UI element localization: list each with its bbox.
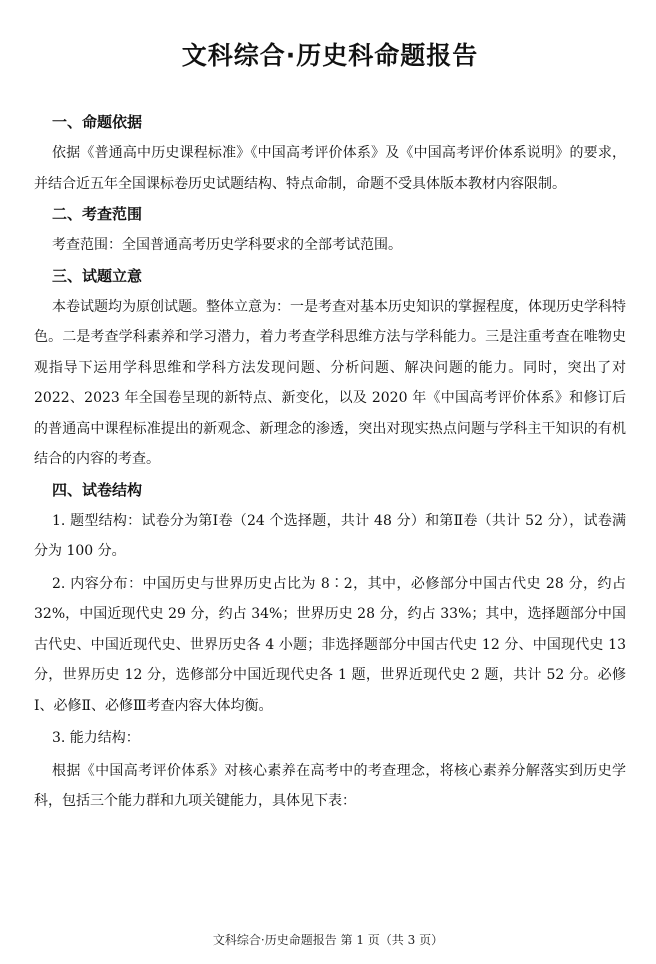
paragraph: 依据《普通高中历史课程标准》《中国高考评价体系》及《中国高考评价体系说明》的要求，并结合近五年全国课标卷历史试题结构、特点命制，命题不受具体版本教材内容限制。 <box>34 145 626 192</box>
section-heading: 三、试题立意 <box>52 266 143 285</box>
paragraph: 根据《中国高考评价体系》对核心素养在高考中的考查理念，将核心素养分解落实到历史学科，包括三个能力群和九项关键能力，具体见下表： <box>34 762 626 809</box>
paragraph: 3. 能力结构： <box>52 730 140 746</box>
paragraph: 考查范围：全国普通高考历史学科要求的全部考试范围。 <box>52 237 402 253</box>
page-title: 文科综合·历史科命题报告 <box>181 41 479 70</box>
section-heading: 二、考查范围 <box>52 205 143 223</box>
paragraph: 本卷试题均为原创试题。整体立意为：一是考查对基本历史知识的掌握程度，体现历史学科特色。二是考查学科素养和学习潜力，着力考查学科思维方法与学科能力。三是注重考查在唯物史观指导下运用学科思维和学科方法发现问题、分析问题、解决问题的能力。同时，突出了对 2022、2023 年全国卷呈现的新特点、新变化，以及 2020 年《中国高考评价体系》和修订后的普通高中课程标准提出的新观念、新理念的渗透，突出对现实热点问题与学科主干知识的有机结合的内容的考查。 <box>34 298 626 467</box>
section-heading: 四、试卷结构 <box>52 480 143 499</box>
document-body <box>34 109 626 817</box>
section-heading: 一、命题依据 <box>52 113 143 131</box>
paragraph: 2. 内容分布：中国历史与世界历史占比为 8∶2，其中，必修部分中国古代史 28 分，约占 32%，中国近现代史 29 分，约占 34%；世界历史 28 分，约占 33%；其中，选择题部分中国古代史、中国近现代史、世界历史各 4 小题；非选择题部分中国古代史 12 分、中国现代史 13 分，世界历史 12 分，选修部分中国近现代史各 1 题，世界近现代史 2 题，共计 52 分。必修Ⅰ、必修Ⅱ、必修Ⅲ考查内容大体均衡。 <box>34 575 626 714</box>
page-footer: 文科综合·历史命题报告 第 1 页（共 3 页） <box>212 933 444 947</box>
paragraph: 1. 题型结构：试卷分为第Ⅰ卷（24 个选择题，共计 48 分）和第Ⅱ卷（共计 52 分），试卷满分为 100 分。 <box>34 512 626 559</box>
